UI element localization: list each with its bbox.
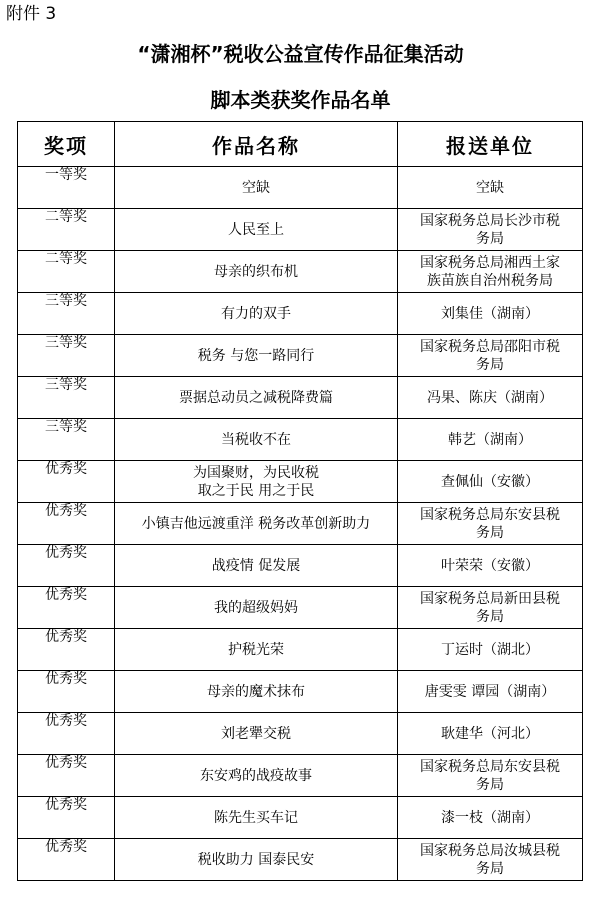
work-title-cell (115, 209, 398, 251)
work-title-cell (115, 335, 398, 377)
work-title-cell (115, 419, 398, 461)
work-title-line: 刘老犟交税 (221, 725, 291, 742)
submitting-unit-cell (398, 755, 583, 797)
work-title-cell (115, 671, 398, 713)
submitting-unit-line: 国家税务总局邵阳市税 (420, 338, 560, 355)
work-title-cell (115, 587, 398, 629)
table-row (18, 503, 583, 545)
submitting-unit-line: 国家税务总局东安县税 (420, 758, 560, 775)
submitting-unit-cell (398, 713, 583, 755)
prize-cell: 优秀奖 (18, 545, 115, 587)
submitting-unit-cell (398, 503, 583, 545)
table-row (18, 377, 583, 419)
prize-cell: 三等奖 (18, 419, 115, 461)
work-title-cell (115, 251, 398, 293)
submitting-unit-line: 冯果、陈庆（湖南） (427, 389, 553, 406)
prize-cell: 三等奖 (18, 335, 115, 377)
submitting-unit-line: 务局 (476, 608, 504, 625)
work-title-line: 东安鸡的战疫故事 (200, 767, 312, 784)
submitting-unit-line: 国家税务总局新田县税 (420, 590, 560, 607)
submitting-unit-line: 务局 (476, 776, 504, 793)
work-title-cell (115, 377, 398, 419)
work-title-line: 当税收不在 (221, 431, 291, 448)
submitting-unit-line: 务局 (476, 524, 504, 541)
submitting-unit-line: 族苗族自治州税务局 (427, 272, 553, 289)
submitting-unit-cell (398, 419, 583, 461)
submitting-unit-cell (398, 461, 583, 503)
submitting-unit-cell (398, 251, 583, 293)
work-title-line: 护税光荣 (228, 641, 284, 658)
table-row (18, 419, 583, 461)
work-title-line: 有力的双手 (221, 305, 291, 322)
table-row (18, 545, 583, 587)
submitting-unit-line: 查佩仙（安徽） (441, 473, 539, 490)
work-title-cell (115, 167, 398, 209)
work-title-line: 取之于民 用之于民 (197, 482, 315, 499)
prize-cell: 三等奖 (18, 293, 115, 335)
table-row (18, 251, 583, 293)
submitting-unit-cell (398, 797, 583, 839)
work-title-line: 税务 与您一路同行 (197, 347, 315, 364)
submitting-unit-cell (398, 293, 583, 335)
work-title-cell (115, 293, 398, 335)
submitting-unit-cell (398, 209, 583, 251)
prize-cell: 优秀奖 (18, 755, 115, 797)
work-title-cell (115, 629, 398, 671)
table-row (18, 755, 583, 797)
submitting-unit-line: 务局 (476, 860, 504, 877)
work-title-cell (115, 545, 398, 587)
prize-cell: 优秀奖 (18, 461, 115, 503)
work-title-line: 母亲的魔术抹布 (207, 683, 305, 700)
prize-cell: 优秀奖 (18, 587, 115, 629)
prize-cell: 优秀奖 (18, 839, 115, 881)
table-body (18, 167, 583, 881)
prize-cell: 二等奖 (18, 251, 115, 293)
submitting-unit-line: 务局 (476, 230, 504, 247)
work-title-cell (115, 839, 398, 881)
work-title-line: 空缺 (242, 179, 270, 196)
work-title-line: 小镇吉他远渡重洋 税务改革创新助力 (141, 515, 371, 532)
table-row (18, 461, 583, 503)
work-title-line: 我的超级妈妈 (214, 599, 298, 616)
table-row (18, 629, 583, 671)
submitting-unit-line: 空缺 (476, 179, 504, 196)
table-row (18, 797, 583, 839)
work-title-line: 税收助力 国泰民安 (197, 851, 315, 868)
submitting-unit-line: 刘集佳（湖南） (441, 305, 539, 322)
table-row (18, 167, 583, 209)
prize-cell: 优秀奖 (18, 503, 115, 545)
submitting-unit-cell (398, 587, 583, 629)
column-header-work: 作品名称 (115, 122, 398, 167)
table-row (18, 335, 583, 377)
work-title-line: 母亲的织布机 (214, 263, 298, 280)
prize-cell: 优秀奖 (18, 797, 115, 839)
submitting-unit-cell (398, 671, 583, 713)
submitting-unit-cell (398, 167, 583, 209)
table-header-row (18, 122, 583, 167)
submitting-unit-line: 国家税务总局湘西土家 (420, 254, 560, 271)
prize-cell: 三等奖 (18, 377, 115, 419)
work-title-cell (115, 755, 398, 797)
submitting-unit-line: 国家税务总局长沙市税 (420, 212, 560, 229)
table-row (18, 293, 583, 335)
table-row (18, 587, 583, 629)
table-row (18, 209, 583, 251)
prize-cell: 一等奖 (18, 167, 115, 209)
submitting-unit-line: 叶荣荣（安徽） (441, 557, 539, 574)
work-title-line: 陈先生买车记 (214, 809, 298, 826)
prize-cell: 二等奖 (18, 209, 115, 251)
submitting-unit-line: 唐雯雯 谭园（湖南） (424, 683, 556, 700)
submitting-unit-cell (398, 335, 583, 377)
table-row (18, 839, 583, 881)
work-title-cell (115, 797, 398, 839)
submitting-unit-line: 丁运时（湖北） (441, 641, 539, 658)
column-header-unit: 报送单位 (398, 122, 583, 167)
submitting-unit-line: 国家税务总局汝城县税 (420, 842, 560, 859)
prize-cell: 优秀奖 (18, 629, 115, 671)
document-subtitle: 脚本类获奖作品名单 (210, 88, 391, 112)
submitting-unit-cell (398, 377, 583, 419)
work-title-line: 人民至上 (228, 221, 284, 238)
submitting-unit-cell (398, 839, 583, 881)
submitting-unit-line: 务局 (476, 356, 504, 373)
submitting-unit-line: 国家税务总局东安县税 (420, 506, 560, 523)
submitting-unit-cell (398, 545, 583, 587)
prize-cell: 优秀奖 (18, 671, 115, 713)
attachment-label: 附件 3 (6, 4, 57, 24)
table-row (18, 713, 583, 755)
prize-cell: 优秀奖 (18, 713, 115, 755)
work-title-cell (115, 713, 398, 755)
awards-table (17, 121, 583, 881)
work-title-cell (115, 461, 398, 503)
work-title-line: 战疫情 促发展 (211, 557, 301, 574)
document-title: “潇湘杯”税收公益宣传作品征集活动 (137, 42, 464, 66)
submitting-unit-line: 韩艺（湖南） (448, 431, 532, 448)
work-title-line: 为国聚财，为民收税 (193, 464, 319, 481)
submitting-unit-line: 耿建华（河北） (441, 725, 539, 742)
table-row (18, 671, 583, 713)
work-title-cell (115, 503, 398, 545)
submitting-unit-line: 漆一枝（湖南） (441, 809, 539, 826)
work-title-line: 票据总动员之减税降费篇 (179, 389, 333, 406)
column-header-prize: 奖项 (18, 122, 115, 167)
submitting-unit-cell (398, 629, 583, 671)
